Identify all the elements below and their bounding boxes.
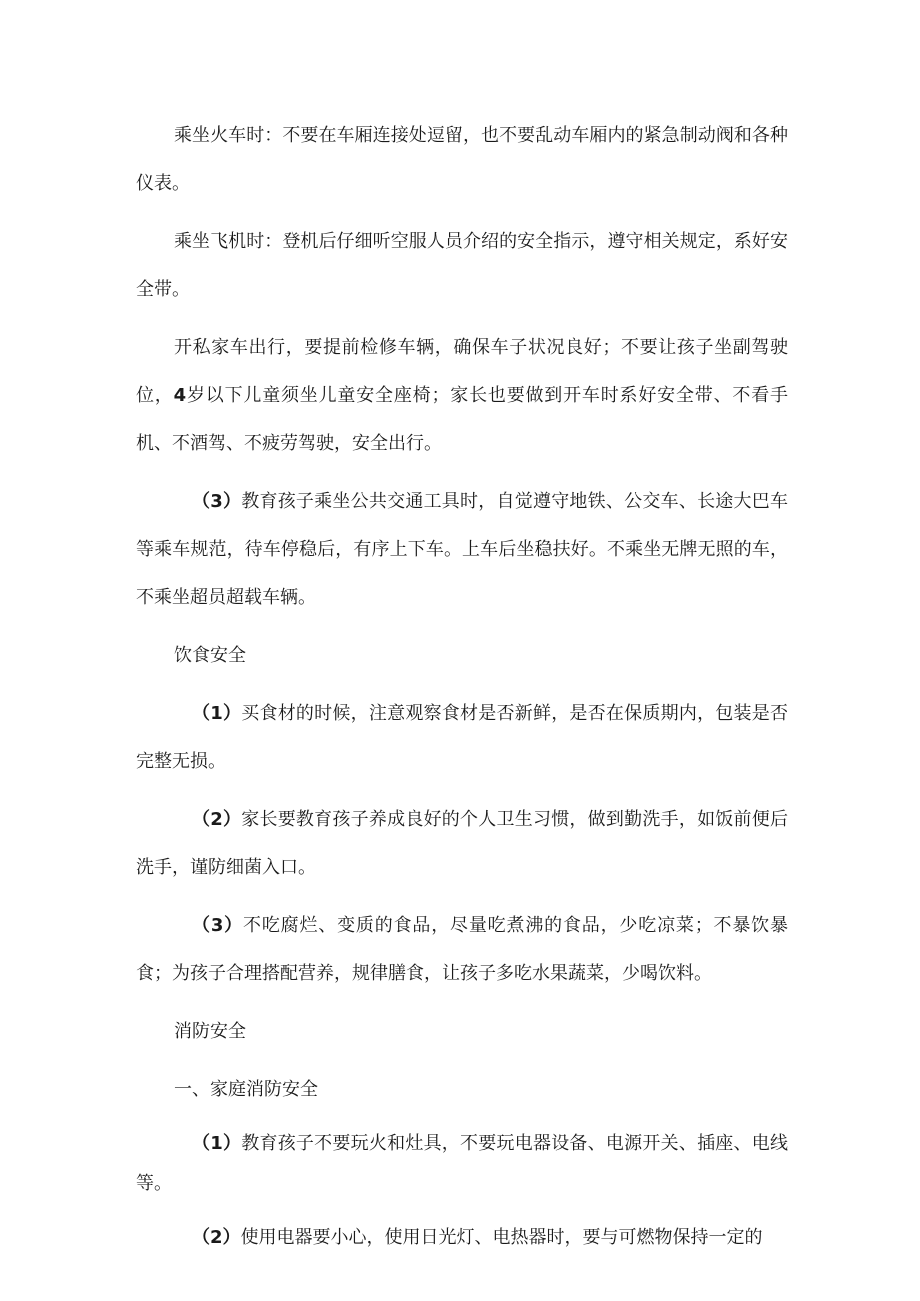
- section-heading-food: [136, 632, 788, 680]
- heading-text: 饮食安全: [174, 645, 246, 666]
- paragraph-text: 教育孩子乘坐公共交通工具时，自觉遵守地铁、公交车、长途大巴车等乘车规范，待车停稳后，有序上下车。上车后坐稳扶好。不乘坐无牌无照的车，不乘坐超员超载车辆。: [136, 491, 788, 608]
- paragraph-text: 乘坐飞机时：登机后仔细听空服人员介绍的安全指示，遵守相关规定，系好安全带。: [136, 231, 788, 300]
- paragraph-text: 不吃腐烂、变质的食品，尽量吃煮沸的食品，少吃凉菜；不暴饮暴食；为孩子合理搭配营养，规律膳食，让孩子多吃水果蔬菜，少喝饮料。: [136, 915, 789, 984]
- paragraph-transit: [136, 478, 788, 622]
- heading-text: 一、家庭消防安全: [174, 1079, 318, 1100]
- age-number: 4: [173, 385, 187, 406]
- item-number: （2）: [192, 809, 242, 830]
- subsection-heading-home-fire: [136, 1066, 788, 1114]
- paragraph-text: 买食材的时候，注意观察食材是否新鲜，是否在保质期内，包装是否完整无损。: [136, 703, 788, 772]
- item-number: （3）: [192, 491, 242, 512]
- paragraph-food-1: [136, 690, 788, 786]
- paragraph-car: [136, 324, 788, 468]
- heading-text: 消防安全: [174, 1021, 246, 1042]
- document-body: [136, 112, 788, 1272]
- paragraph-food-2: [136, 796, 788, 892]
- paragraph-text: 家长要教育孩子养成良好的个人卫生习惯，做到勤洗手，如饭前便后洗手，谨防细菌入口。: [136, 809, 788, 878]
- item-number: （2）: [192, 1227, 241, 1248]
- paragraph-train: [136, 112, 788, 208]
- paragraph-fire-1: [136, 1124, 788, 1204]
- paragraph-fire-2: [136, 1214, 788, 1262]
- section-heading-fire: [136, 1008, 788, 1056]
- paragraph-food-3: [136, 902, 788, 998]
- paragraph-text: 使用电器要小心，使用日光灯、电热器时，要与可燃物保持一定的: [240, 1227, 763, 1248]
- paragraph-text: 开私家车出行，要提前检修车辆，确保车子状况良好；不要让孩子坐副驾驶位，: [136, 337, 788, 406]
- paragraph-plane: [136, 218, 788, 314]
- paragraph-text: 乘坐火车时：不要在车厢连接处逗留，也不要乱动车厢内的紧急制动阀和各种仪表。: [136, 125, 788, 194]
- paragraph-text: 岁以下儿童须坐儿童安全座椅；家长也要做到开车时系好安全带、不看手机、不酒驾、不疲劳驾驶，安全出行。: [136, 385, 789, 454]
- item-number: （1）: [192, 1133, 242, 1154]
- paragraph-text: 教育孩子不要玩火和灶具，不要玩电器设备、电源开关、插座、电线等。: [136, 1133, 788, 1194]
- item-number: （3）: [192, 915, 243, 936]
- item-number: （1）: [192, 703, 242, 724]
